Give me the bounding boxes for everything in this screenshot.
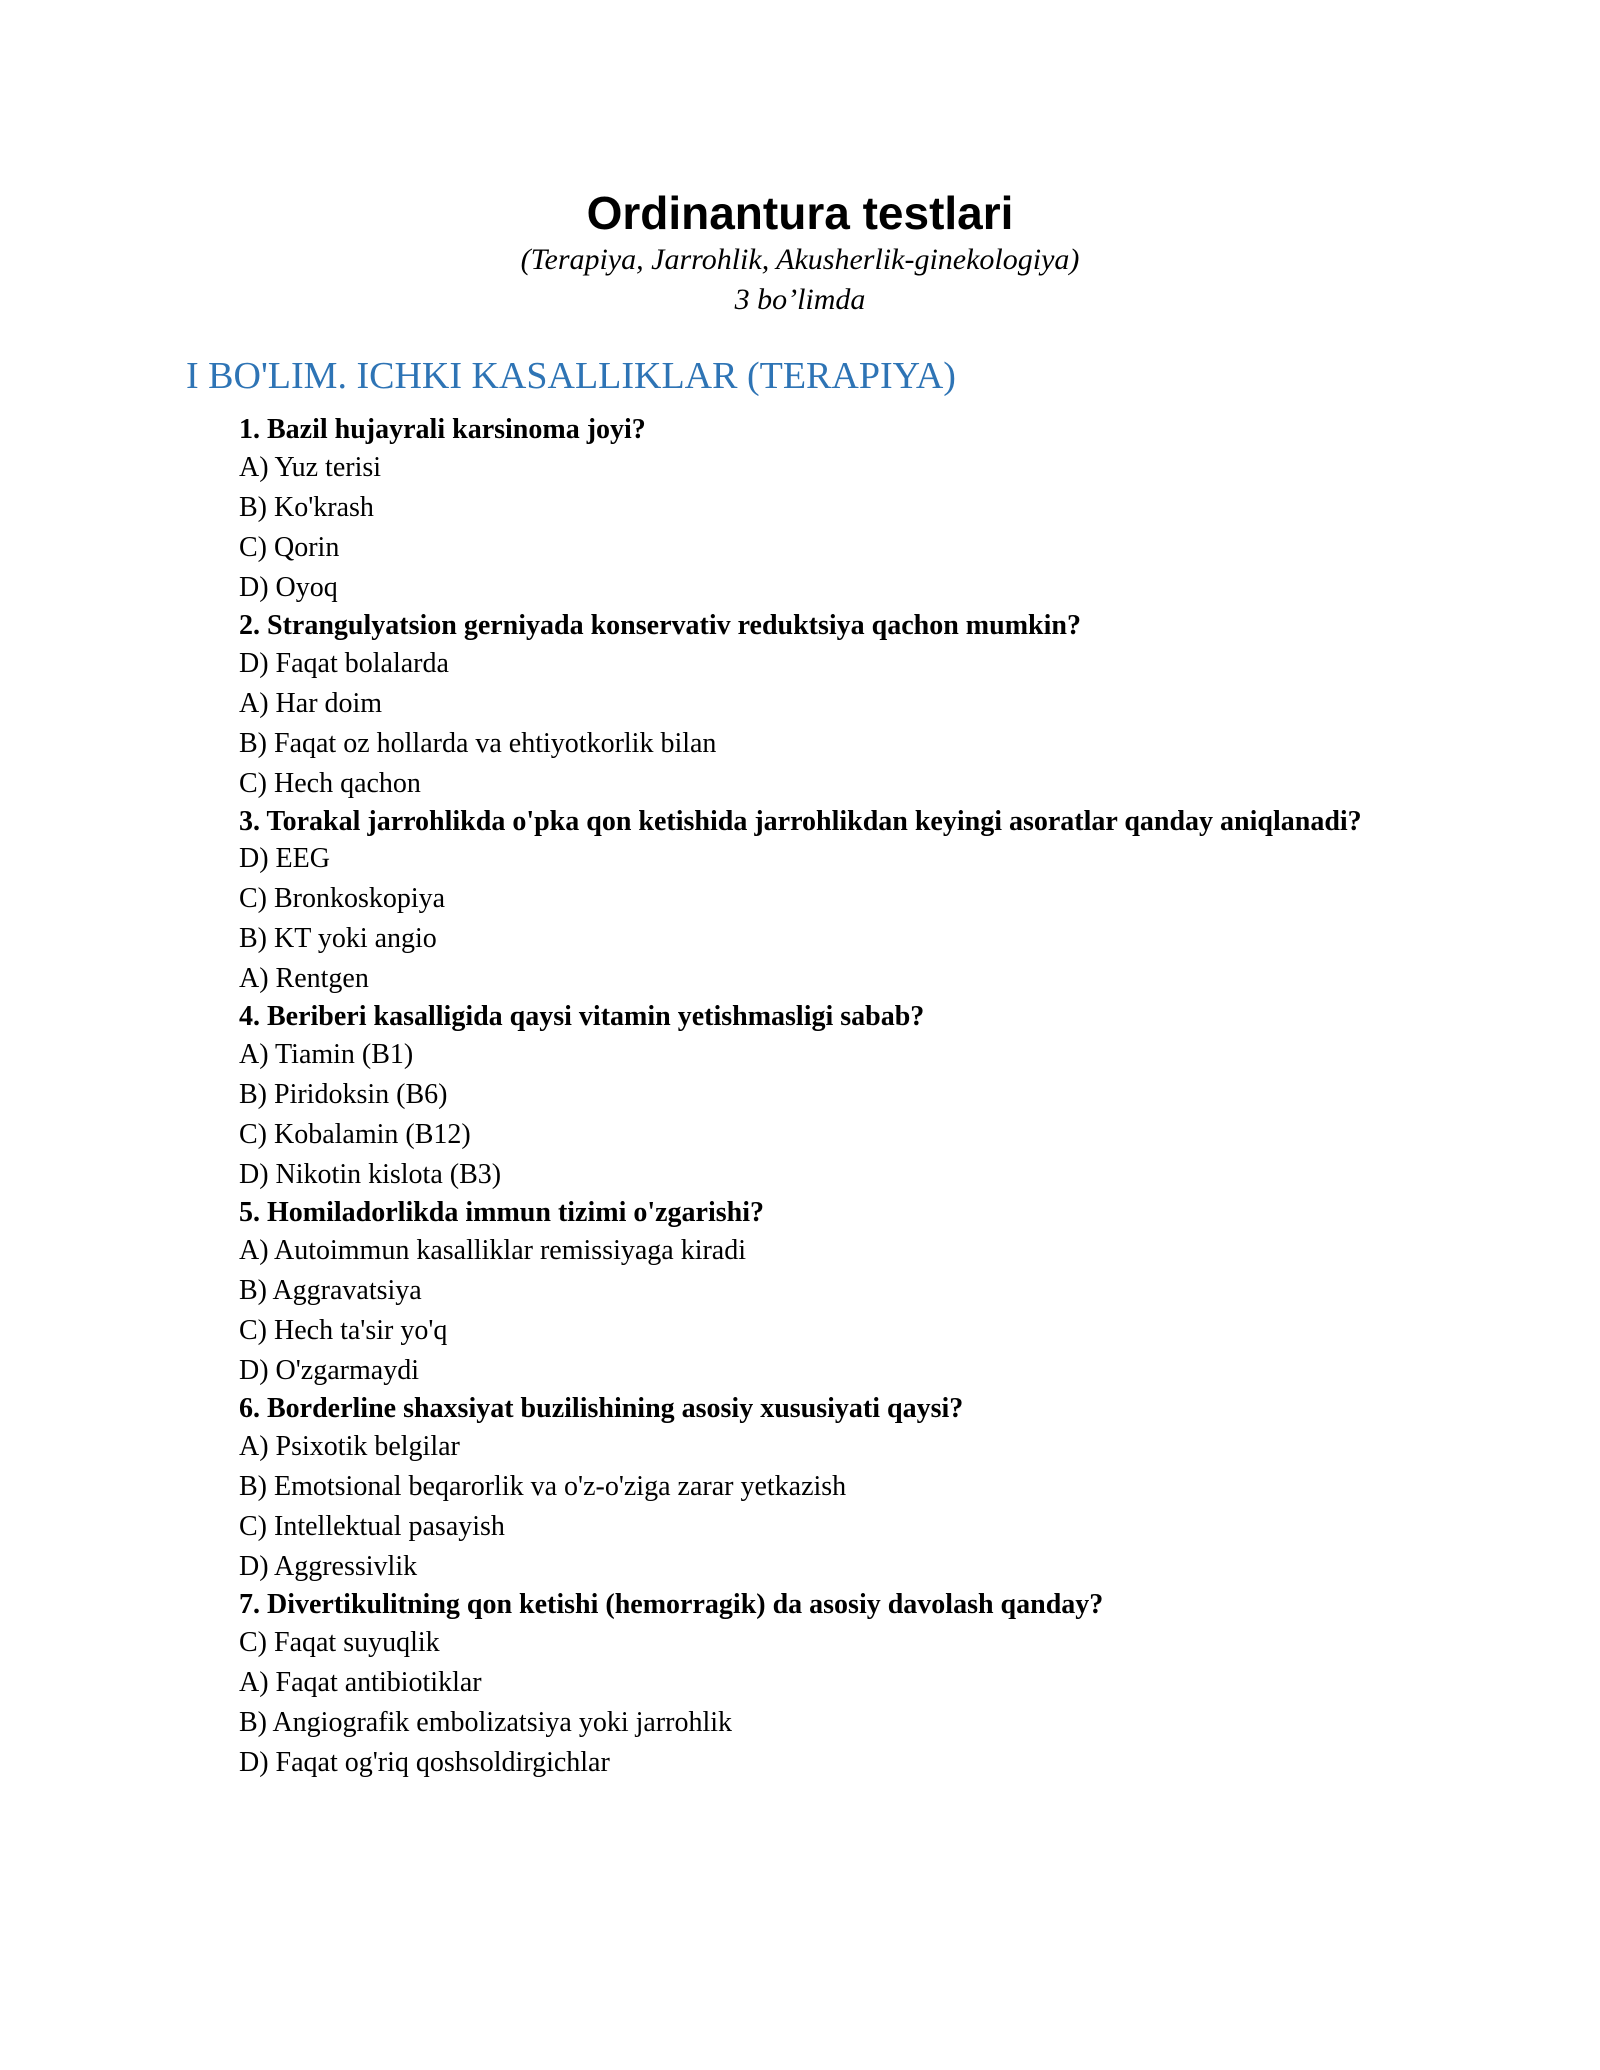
question-item	[239, 412, 1379, 608]
answer-option: D) EEG	[239, 843, 330, 874]
question-text: 1. Bazil hujayrali karsinoma joyi?	[239, 414, 646, 445]
answer-option: D) Faqat bolalarda	[239, 648, 449, 679]
question-text: 4. Beriberi kasalligida qaysi vitamin yetishmasligi sabab?	[239, 1001, 925, 1032]
document-parts-note: 3 bo’limda	[734, 283, 866, 316]
answer-option: A) Faqat antibiotiklar	[239, 1667, 482, 1698]
answer-option: C) Bronkoskopiya	[239, 883, 446, 914]
answer-options	[239, 1623, 1379, 1783]
answer-option: A) Psixotik belgilar	[239, 1431, 460, 1462]
answer-option: A) Har doim	[239, 688, 383, 719]
answer-option: B) Ko'krash	[239, 492, 374, 523]
question-text: 5. Homiladorlikda immun tizimi o'zgarishi?	[239, 1197, 765, 1228]
question-item	[239, 1195, 1379, 1391]
answer-option: B) Faqat oz hollarda va ehtiyotkorlik bilan	[239, 728, 717, 759]
question-text: 2. Strangulyatsion gerniyada konservativ reduktsiya qachon mumkin?	[239, 610, 1081, 641]
answer-option: B) Emotsional beqarorlik va o'z-o'ziga zarar yetkazish	[239, 1471, 847, 1502]
document-title: Ordinantura testlari	[586, 187, 1014, 239]
answer-options	[239, 1035, 1379, 1195]
answer-option: D) O'zgarmaydi	[239, 1355, 419, 1386]
answer-option: A) Autoimmun kasalliklar remissiyaga kiradi	[239, 1235, 747, 1266]
question-item	[239, 804, 1379, 999]
answer-option: D) Nikotin kislota (B3)	[239, 1159, 502, 1190]
answer-option: C) Kobalamin (B12)	[239, 1119, 471, 1150]
title-block	[0, 186, 1600, 320]
answer-option: A) Yuz terisi	[239, 452, 382, 483]
answer-option: B) KT yoki angio	[239, 923, 437, 954]
answer-options	[239, 448, 1379, 608]
document-subtitle: (Terapiya, Jarrohlik, Akusherlik-ginekologiya)	[520, 243, 1080, 276]
question-item	[239, 999, 1379, 1195]
question-item	[239, 608, 1379, 804]
answer-option: C) Hech qachon	[239, 768, 421, 799]
answer-option: B) Aggravatsiya	[239, 1275, 422, 1306]
answer-options	[239, 839, 1379, 999]
answer-option: B) Piridoksin (B6)	[239, 1079, 448, 1110]
answer-option: A) Rentgen	[239, 963, 369, 994]
answer-option: D) Aggressivlik	[239, 1551, 418, 1582]
section-heading: I BO'LIM. ICHKI KASALLIKLAR (TERAPIYA)	[186, 355, 956, 397]
answer-option: C) Qorin	[239, 532, 340, 563]
answer-options	[239, 1427, 1379, 1587]
question-item	[239, 1391, 1379, 1587]
answer-option: D) Oyoq	[239, 572, 338, 603]
answer-options	[239, 1231, 1379, 1391]
answer-option: C) Faqat suyuqlik	[239, 1627, 440, 1658]
question-item	[239, 1587, 1379, 1783]
answer-option: C) Intellektual pasayish	[239, 1511, 505, 1542]
question-list	[239, 412, 1379, 1783]
question-text: 6. Borderline shaxsiyat buzilishining asosiy xususiyati qaysi?	[239, 1393, 964, 1424]
answer-option: C) Hech ta'sir yo'q	[239, 1315, 448, 1346]
answer-option: A) Tiamin (B1)	[239, 1039, 414, 1070]
answer-options	[239, 644, 1379, 804]
question-text: 3. Torakal jarrohlikda o'pka qon ketishida jarrohlikdan keyingi asoratlar qanday aniqlanadi?	[239, 806, 1362, 837]
answer-option: B) Angiografik embolizatsiya yoki jarrohlik	[239, 1707, 733, 1738]
answer-option: D) Faqat og'riq qoshsoldirgichlar	[239, 1747, 610, 1778]
question-text: 7. Divertikulitning qon ketishi (hemorragik) da asosiy davolash qanday?	[239, 1589, 1104, 1620]
